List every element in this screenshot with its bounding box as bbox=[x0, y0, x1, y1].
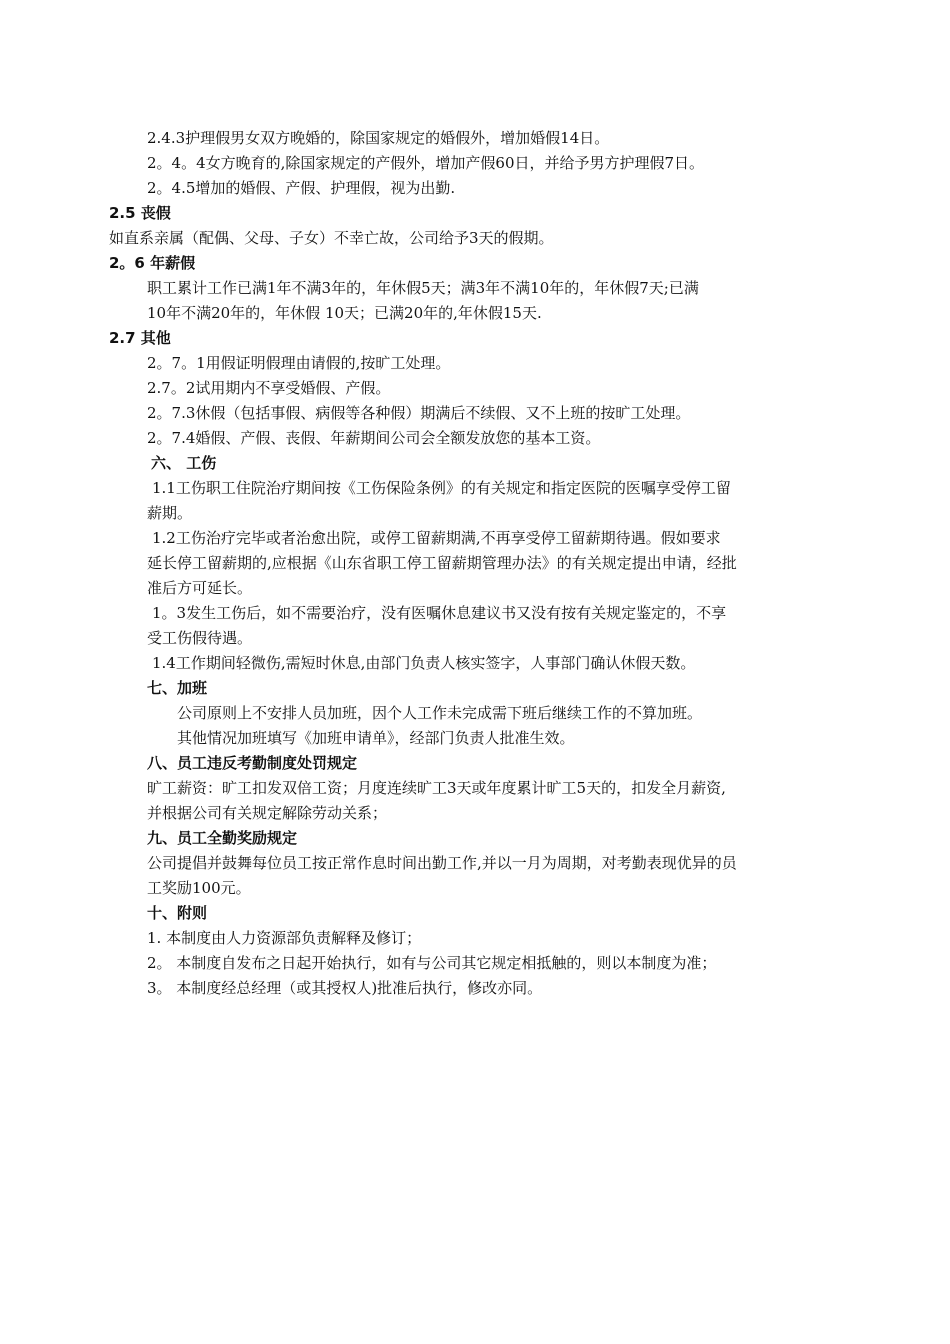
paragraph-text: 旷工薪资：旷工扣发双倍工资；月度连续旷工3天或年度累计旷工5天的，扣发全月薪资, bbox=[147, 779, 726, 797]
heading-2-5: 2.5 丧假 bbox=[109, 204, 171, 222]
paragraph-text: 10年不满20年的，年休假 10天；已满20年的,年休假15天. bbox=[147, 304, 542, 322]
paragraph-text: 薪期。 bbox=[147, 504, 193, 522]
clause-1-2: 1.2工伤治疗完毕或者治愈出院，或停工留薪期满,不再享受停工留薪期待遇。假如要求 bbox=[152, 529, 721, 547]
heading-2-7: 2.7 其他 bbox=[109, 329, 171, 347]
clause-2-7-2: 2.7。2试用期内不享受婚假、产假。 bbox=[147, 379, 391, 397]
clause-2-7-4: 2。7.4婚假、产假、丧假、年薪期间公司会全额发放您的基本工资。 bbox=[147, 429, 601, 447]
paragraph-text: 公司提倡并鼓舞每位员工按正常作息时间出勤工作,并以一月为周期，对考勤表现优异的员 bbox=[147, 854, 737, 872]
paragraph-text: 其他情况加班填写《加班申请单》，经部门负责人批准生效。 bbox=[177, 729, 575, 747]
list-item: 2。 本制度自发布之日起开始执行，如有与公司其它规定相抵触的，则以本制度为准； bbox=[147, 954, 717, 972]
clause-1-1: 1.1工伤职工住院治疗期间按《工伤保险条例》的有关规定和指定医院的医嘱享受停工留 bbox=[152, 479, 731, 497]
paragraph-text: 准后方可延长。 bbox=[147, 579, 253, 597]
clause-2-4-5: 2。4.5增加的婚假、产假、护理假，视为出勤. bbox=[147, 179, 456, 197]
heading-section-7: 七、加班 bbox=[147, 679, 208, 697]
paragraph-text: 并根据公司有关规定解除劳动关系； bbox=[147, 804, 388, 822]
clause-2-7-1: 2。7。1用假证明假理由请假的,按旷工处理。 bbox=[147, 354, 451, 372]
clause-2-4-4: 2。4。4女方晚育的,除国家规定的产假外，增加产假60日，并给予男方护理假7日。 bbox=[147, 154, 705, 172]
paragraph-text: 延长停工留薪期的,应根据《山东省职工停工留薪期管理办法》的有关规定提出申请，经批 bbox=[147, 554, 737, 572]
heading-section-10: 十、附则 bbox=[147, 904, 208, 922]
list-item: 1. 本制度由人力资源部负责解释及修订； bbox=[147, 929, 422, 947]
paragraph-text: 如直系亲属（配偶、父母、子女）不幸亡故，公司给予3天的假期。 bbox=[109, 229, 554, 247]
heading-section-6: 六、 工伤 bbox=[151, 454, 217, 472]
heading-section-8: 八、员工违反考勤制度处罚规定 bbox=[147, 754, 358, 772]
paragraph-text: 受工伤假待遇。 bbox=[147, 629, 253, 647]
clause-1-3: 1。3发生工伤后，如不需要治疗，没有医嘱休息建议书又没有按有关规定鉴定的，不享 bbox=[152, 604, 727, 622]
paragraph-text: 职工累计工作已满1年不满3年的，年休假5天；满3年不满10年的，年休假7天;已满 bbox=[147, 279, 699, 297]
clause-1-4: 1.4工作期间轻微伤,需短时休息,由部门负责人核实签字，人事部门确认休假天数。 bbox=[152, 654, 696, 672]
clause-2-4-3: 2.4.3护理假男女双方晚婚的，除国家规定的婚假外，增加婚假14日。 bbox=[147, 129, 610, 147]
paragraph-text: 工奖励100元。 bbox=[147, 879, 251, 897]
paragraph-text: 公司原则上不安排人员加班，因个人工作未完成需下班后继续工作的不算加班。 bbox=[177, 704, 703, 722]
heading-section-9: 九、员工全勤奖励规定 bbox=[147, 829, 298, 847]
clause-2-7-3: 2。7.3休假（包括事假、病假等各种假）期满后不续假、又不上班的按旷工处理。 bbox=[147, 404, 691, 422]
list-item: 3。 本制度经总经理（或其授权人)批准后执行，修改亦同。 bbox=[147, 979, 543, 997]
heading-2-6: 2。6 年薪假 bbox=[109, 254, 196, 272]
